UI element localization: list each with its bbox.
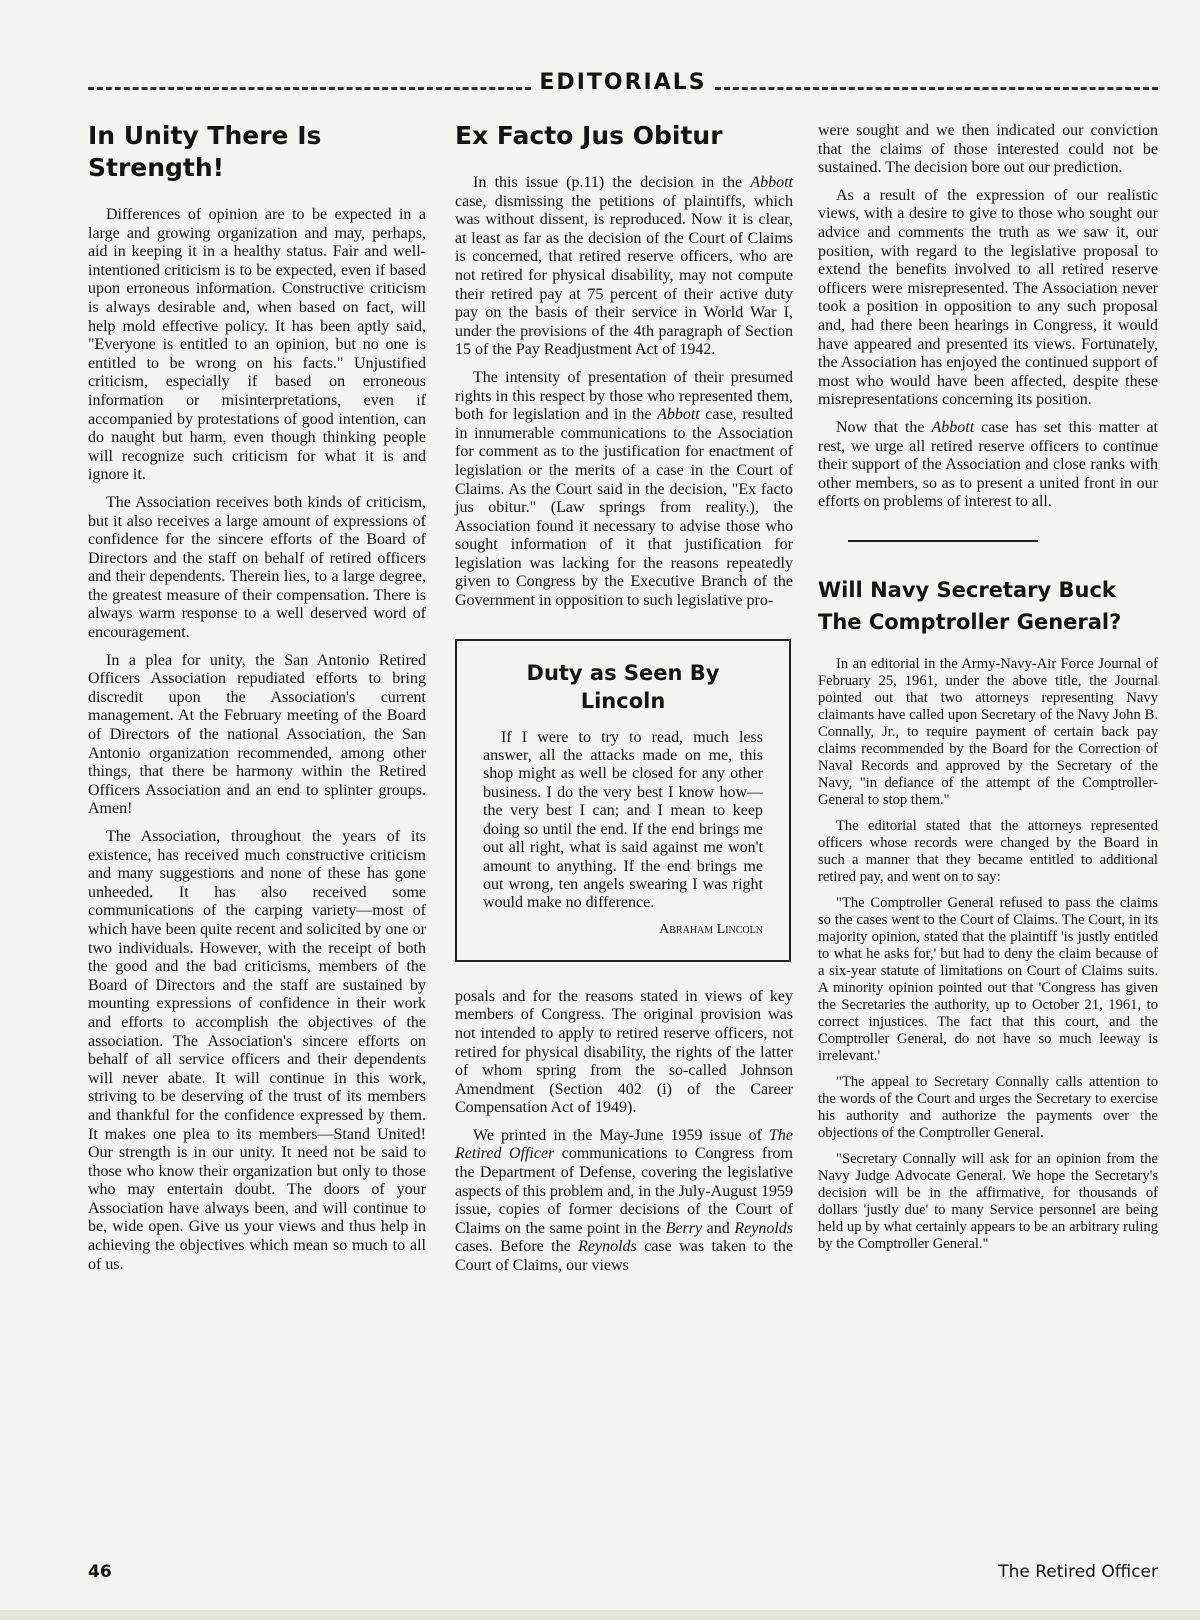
article-paragraph: The editorial stated that the attorneys represented officers whose records were changed by the Board in such a manner that they became entitled to additional retired pay, and went on to say:: [818, 817, 1158, 885]
quote-paragraph: "Secretary Connally will ask for an opinion from the Navy Judge Advocate General. We hope the Secretary's decision will be in the affirmative, for thousands of dollars 'justly due' to many Service personnel are being held up by what certainly appears to be an arbitrary ruling by the Comptroller General.": [818, 1150, 1158, 1252]
article-paragraph: Now that the Abbott case has set this matter at rest, we urge all retired reserve officers to continue their support of the Association and close ranks with other members, so as to present a united front in our efforts on problems of interest to all.: [818, 418, 1158, 511]
quote-paragraph: "The Comptroller General refused to pass the claims so the cases went to the Court of Claims. The Court, in its majority opinion, stated that the plaintiff 'is justly entitled to what he asks for,' but had to deny the claim because of a six-year statute of limitations on Court of Claims suits. A minority opinion pointed out that 'Congress has given the Secretaries the authority, up to October 21, 1961, to correct injustices. The fact that this court, and the Comptroller General, do not have so much leeway is irrelevant.': [818, 894, 1158, 1064]
box-signature: Abraham Lincoln: [659, 921, 763, 937]
section-title: EDITORIALS: [539, 69, 707, 95]
article-paragraph: The Association, throughout the years of its existence, has received much constructive criticism and many suggestions and none of these has gone unheeded. It has also received some communications of the carping variety—most of which have been quite recent and solicited by one or two individuals. However, with the receipt of both the good and the bad criticisms, members of the Board of Directors and the staff are sustained by mounting expressions of confidence in their work and efforts to accomplish the objectives of the association. The Association's sincere efforts on behalf of all service officers and their dependents will never abate. It will continue in this work, striving to be deserving of the trust of its members and thankful for the confidence expressed by them. It makes one plea to its members—Stand United! Our strength is in our unity. It need not be said to those who know their organization but only to those who may entertain doubt. The doors of your Association have always been, and will continue to be, wide open. Give us your views and thus help in achieving the objectives which mean so much to all of us.: [88, 828, 426, 1273]
page-number: 46: [88, 1562, 112, 1582]
quote-paragraph: "The appeal to Secretary Connally calls attention to the words of the Court and urges the Secretary to exercise his authority and authorize the payments over the objections of the Comptroller General.: [818, 1073, 1158, 1141]
header-rule-right: [715, 87, 1158, 90]
navy-article-body: [818, 656, 1158, 1253]
header-rule-left: [88, 87, 531, 90]
article-paragraph: Differences of opinion are to be expected in a large and growing organization and may, perhaps, aid in keeping it in a healthy status. Fair and well-intentioned criticism is to be expected, even if based upon erroneous information. Constructive criticism is always desirable and, when based on fact, will help mold effective policy. It has been aptly said, "Everyone is entitled to an opinion, but no one is entitled to be wrong on his facts." Unjustified criticism, especially if based on erroneous information or misinterpretations, even if accompanied by protestations of good intention, can do naught but harm, even though thinking people will recognize such criticism for what it is and ignore it.: [88, 206, 426, 484]
article-paragraph: were sought and we then indicated our conviction that the claims of those interested could not be sustained. The decision bore out our prediction.: [818, 122, 1158, 177]
box-text: If I were to try to read, much less answer, all the attacks made on me, this shop might as well be closed for any other business. I do the very best I know how—the very best I can; and I mean to keep doing so until the end. If the end brings me out all right, what is said against me won't amount to anything. If the end brings me out wrong, ten angels swearing I was right would make no difference.: [483, 728, 763, 912]
lincoln-quote-box: [455, 639, 791, 962]
article-title-unity: In Unity There Is Strength!: [88, 121, 322, 182]
article-separator: [848, 540, 1038, 542]
column-2: [455, 120, 793, 1285]
article-paragraph: The Association receives both kinds of criticism, but it also receives a large amount of expressions of confidence for the sincere efforts of the Board of Directors and the staff on behalf of retired officers and their dependents. Therein lies, to a large degree, the greatest measure of their compensation. There is always warm response to a well deserved word of encouragement.: [88, 493, 426, 642]
article-paragraph: In this issue (p.11) the decision in the Abbott case, dismissing the petitions of plaintiffs, which was without dissent, is reproduced. Now it is clear, at least as far as the decision of the Court of Claims is concerned, that retired reserve officers, who are not retired for physical disability, may not compute their retired pay at 75 percent of their active duty pay on the basis of their service in World War I, under the provisions of the 4th paragraph of Section 15 of the Pay Readjustment Act of 1942.: [455, 174, 793, 359]
section-header: [88, 66, 1158, 98]
quoted-editorial: [818, 895, 1158, 1253]
article-paragraph: The intensity of presentation of their presumed rights in this respect by those who represented them, both for legislation and in the Abbott case, resulted in innumerable communications to the Association for comment as to the justification for enactment of legislation or the merits of a case in the Court of Claims. As the Court said in the decision, "Ex facto jus obitur." (Law springs from reality.), the Association found it necessary to advise those who sought information of it that justification for legislation was lacking for the reasons repeatedly given to Congress by the Executive Branch of the Government in opposition to such legislative pro-: [455, 368, 793, 610]
article-title-navy: Will Navy Secretary Buck The Comptroller General?: [818, 577, 1122, 634]
column-1: [88, 120, 426, 1283]
page-edge: [0, 1610, 1200, 1620]
box-title: Duty as Seen By Lincoln: [526, 660, 720, 713]
article-paragraph: As a result of the expression of our realistic views, with a desire to give to those who sought our advice and comments the truth as we saw it, our position, with regard to the legislative proposal to extend the benefits involved to all retired reserve officers were misrepresented. The Association never took a position in opposition to any such proposal and, had there been hearings in Congress, it would have appeared and presented its views. Fortunately, the Association has enjoyed the continued support of most who would have been affected, despite these misrepresentations concerning its position.: [818, 186, 1158, 409]
column-3: [818, 122, 1158, 1262]
article-paragraph: We printed in the May-June 1959 issue of The Retired Officer communications to Congress from the Department of Defense, covering the legislative aspects of this problem and, in the July-August 1959 issue, copies of former decisions of the Court of Claims on the same point in the Berry and Reynolds cases. Before the Reynolds case was taken to the Court of Claims, our views: [455, 1126, 794, 1275]
article-title-ex-facto: Ex Facto Jus Obitur: [455, 121, 723, 150]
publication-name: The Retired Officer: [998, 1562, 1158, 1582]
article-paragraph: In an editorial in the Army-Navy-Air Force Journal of February 25, 1961, under the above title, the Journal pointed out that two attorneys representing Navy claimants have called upon Secretary of the Navy John B. Connally, Jr., to require payment of certain back pay claims recommended by the Board for the Correction of Naval Records and approved by the Secretary of the Navy, "in defiance of the attempt of the Comptroller-General to stop them.": [818, 655, 1158, 808]
article-paragraph: In a plea for unity, the San Antonio Retired Officers Association repudiated efforts to bring discredit upon the Association's current management. At the February meeting of the Board of Directors of the national Association, the San Antonio organization recommended, among other things, that there be harmony within the Retired Officers Association and an end to splinter groups. Amen!: [88, 651, 426, 818]
article-paragraph: posals and for the reasons stated in views of key members of Congress. The original provision was not intended to apply to retired reserve officers, not retired for physical disability, the rights of the latter of whom spring from the so-called Johnson Amendment (Section 402 (i) of the Career Compensation Act of 1949).: [455, 987, 793, 1117]
